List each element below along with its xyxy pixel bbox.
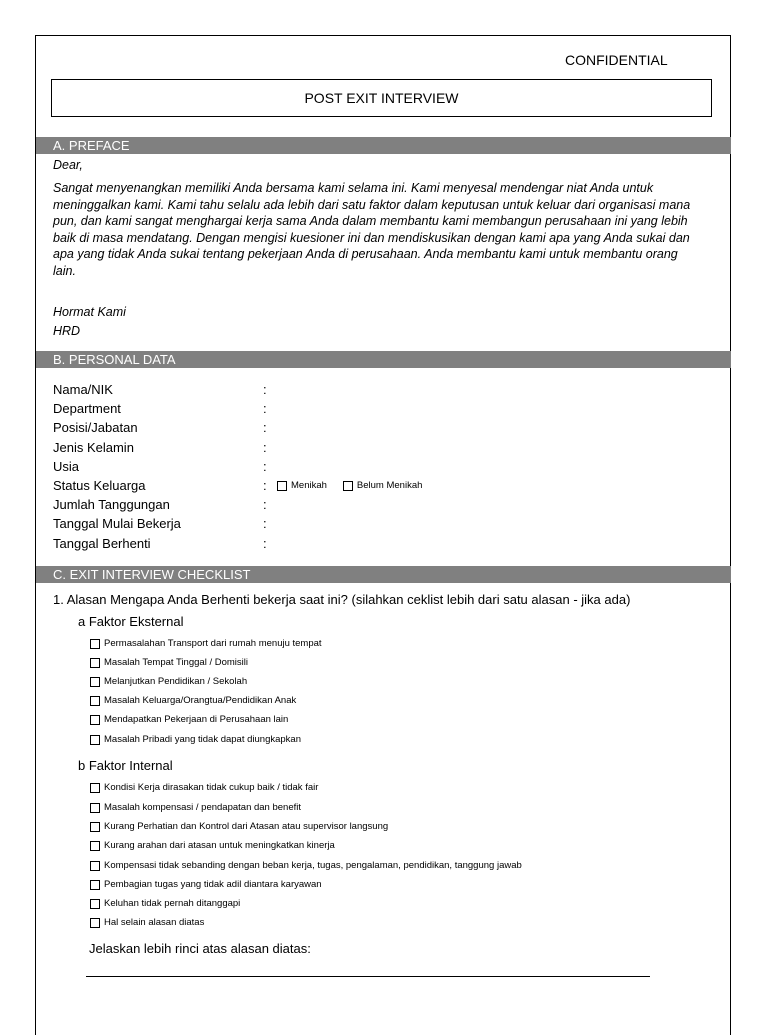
checkbox[interactable]: [90, 822, 100, 832]
preface-greeting: Dear,: [53, 158, 83, 172]
field-label: Tanggal Mulai Bekerja: [53, 516, 181, 531]
internal-item[interactable]: [90, 802, 301, 813]
internal-item[interactable]: [90, 860, 522, 871]
form-title-text: POST EXIT INTERVIEW: [304, 90, 459, 106]
internal-item[interactable]: [90, 821, 388, 832]
belum-menikah-checkbox[interactable]: [343, 481, 353, 491]
menikah-checkbox[interactable]: [277, 481, 287, 491]
field-colon: :: [263, 516, 267, 531]
preface-line: apa yang tidak Anda sukai tentang pekerjaan Anda di perusahaan. Anda membantu kami untuk membantu orang: [53, 247, 678, 262]
field-row-status-keluarga: [53, 476, 422, 495]
explain-prompt: Jelaskan lebih rinci atas alasan diatas:: [89, 941, 311, 956]
form-title: [51, 79, 712, 117]
checklist-label: Mendapatkan Pekerjaan di Perusahaan lain: [104, 714, 289, 725]
field-row-jenis-kelamin[interactable]: [53, 438, 277, 457]
field-row-jumlah-tanggungan[interactable]: [53, 495, 277, 514]
checkbox[interactable]: [90, 880, 100, 890]
checklist-label: Kompensasi tidak sebanding dengan beban kerja, tugas, pengalaman, pendidikan, tanggung jawab: [104, 860, 522, 871]
checklist-label: Hal selain alasan diatas: [104, 917, 205, 928]
field-colon: :: [263, 536, 267, 551]
field-label: Status Keluarga: [53, 478, 146, 493]
checkbox[interactable]: [90, 658, 100, 668]
checklist-label: Kurang Perhatian dan Kontrol dari Atasan atau supervisor langsung: [104, 821, 389, 832]
field-row-department[interactable]: [53, 399, 277, 418]
belum-menikah-label: Belum Menikah: [356, 480, 423, 491]
preface-line: pun, dan kami sangat menghargai kerja sama Anda dalam membantu kami membangun perusahaan ini yang lebih: [53, 214, 688, 229]
checklist-label: Masalah Tempat Tinggal / Domisili: [104, 657, 248, 668]
checklist-label: Keluhan tidak pernah ditanggapi: [104, 898, 241, 909]
checklist-label: Masalah kompensasi / pendapatan dan benefit: [104, 802, 301, 813]
field-label: Usia: [53, 459, 80, 474]
preface-line: baik di masa mendatang. Dengan mengisi kuesioner ini dan mendiskusikan dengan kami apa yang Anda sukai dan: [53, 230, 690, 245]
preface-signature: HRD: [53, 324, 81, 338]
field-row-usia[interactable]: [53, 457, 277, 476]
question-1: 1. Alasan Mengapa Anda Berhenti bekerja saat ini? (silahkan ceklist lebih dari satu alasan - jika ada): [53, 592, 631, 607]
preface-closing: Hormat Kami: [53, 305, 126, 319]
external-item[interactable]: [90, 714, 288, 725]
field-colon: :: [263, 497, 267, 512]
checkbox[interactable]: [90, 696, 100, 706]
checklist-label: Permasalahan Transport dari rumah menuju tempat: [104, 638, 322, 649]
checkbox[interactable]: [90, 899, 100, 909]
internal-item[interactable]: [90, 917, 204, 928]
checkbox[interactable]: [90, 677, 100, 687]
field-row-posisi[interactable]: [53, 418, 277, 437]
section-b-header: B. PERSONAL DATA: [36, 351, 731, 368]
field-label: Jenis Kelamin: [53, 440, 134, 455]
checklist-label: Masalah Pribadi yang tidak dapat diungkapkan: [104, 734, 301, 745]
field-row-tanggal-berhenti[interactable]: [53, 534, 277, 553]
checkbox[interactable]: [90, 783, 100, 793]
preface-body: [53, 180, 708, 280]
checkbox[interactable]: [90, 841, 100, 851]
field-label: Jumlah Tanggungan: [53, 497, 170, 512]
field-row-tanggal-mulai[interactable]: [53, 514, 277, 533]
checklist-label: Kurang arahan dari atasan untuk meningkatkan kinerja: [104, 840, 335, 851]
external-item[interactable]: [90, 657, 248, 668]
internal-item[interactable]: [90, 782, 318, 793]
external-item[interactable]: [90, 695, 296, 706]
preface-line: lain.: [53, 263, 76, 278]
internal-item[interactable]: [90, 898, 240, 909]
field-label: Posisi/Jabatan: [53, 420, 138, 435]
field-colon: :: [263, 440, 267, 455]
field-colon: :: [263, 382, 267, 397]
internal-factors-heading: b Faktor Internal: [78, 758, 173, 773]
field-colon: :: [263, 401, 267, 416]
external-item[interactable]: [90, 734, 301, 745]
section-c-header: C. EXIT INTERVIEW CHECKLIST: [36, 566, 731, 583]
external-item[interactable]: [90, 676, 247, 687]
field-colon: :: [263, 420, 267, 435]
checkbox[interactable]: [90, 735, 100, 745]
answer-line[interactable]: [86, 976, 650, 977]
checklist-label: Masalah Keluarga/Orangtua/Pendidikan Anak: [104, 695, 297, 706]
field-label: Department: [53, 401, 121, 416]
internal-item[interactable]: [90, 879, 322, 890]
checkbox[interactable]: [90, 918, 100, 928]
checkbox[interactable]: [90, 715, 100, 725]
external-item[interactable]: [90, 638, 322, 649]
field-label: Nama/NIK: [53, 382, 113, 397]
checklist-label: Pembagian tugas yang tidak adil diantara karyawan: [104, 879, 322, 890]
checkbox[interactable]: [90, 639, 100, 649]
checklist-label: Kondisi Kerja dirasakan tidak cukup baik / tidak fair: [104, 782, 319, 793]
checkbox[interactable]: [90, 803, 100, 813]
section-a-header: A. PREFACE: [36, 137, 731, 154]
field-colon: :: [263, 478, 267, 493]
confidential-label: CONFIDENTIAL: [565, 52, 668, 68]
field-label: Tanggal Berhenti: [53, 536, 151, 551]
menikah-label: Menikah: [291, 480, 327, 491]
checkbox[interactable]: [90, 861, 100, 871]
status-options: [277, 480, 422, 491]
preface-line: meninggalkan kami. Kami tahu selalu ada lebih dari satu faktor dalam keputusan untuk keluar dari organisasi mana: [53, 197, 691, 212]
field-colon: :: [263, 459, 267, 474]
preface-line: Sangat menyenangkan memiliki Anda bersama kami selama ini. Kami menyesal mendengar niat Anda untuk: [53, 181, 654, 195]
checklist-label: Melanjutkan Pendidikan / Sekolah: [104, 676, 248, 687]
internal-item[interactable]: [90, 840, 335, 851]
field-row-nama-nik[interactable]: [53, 380, 277, 399]
external-factors-heading: a Faktor Eksternal: [78, 614, 184, 629]
